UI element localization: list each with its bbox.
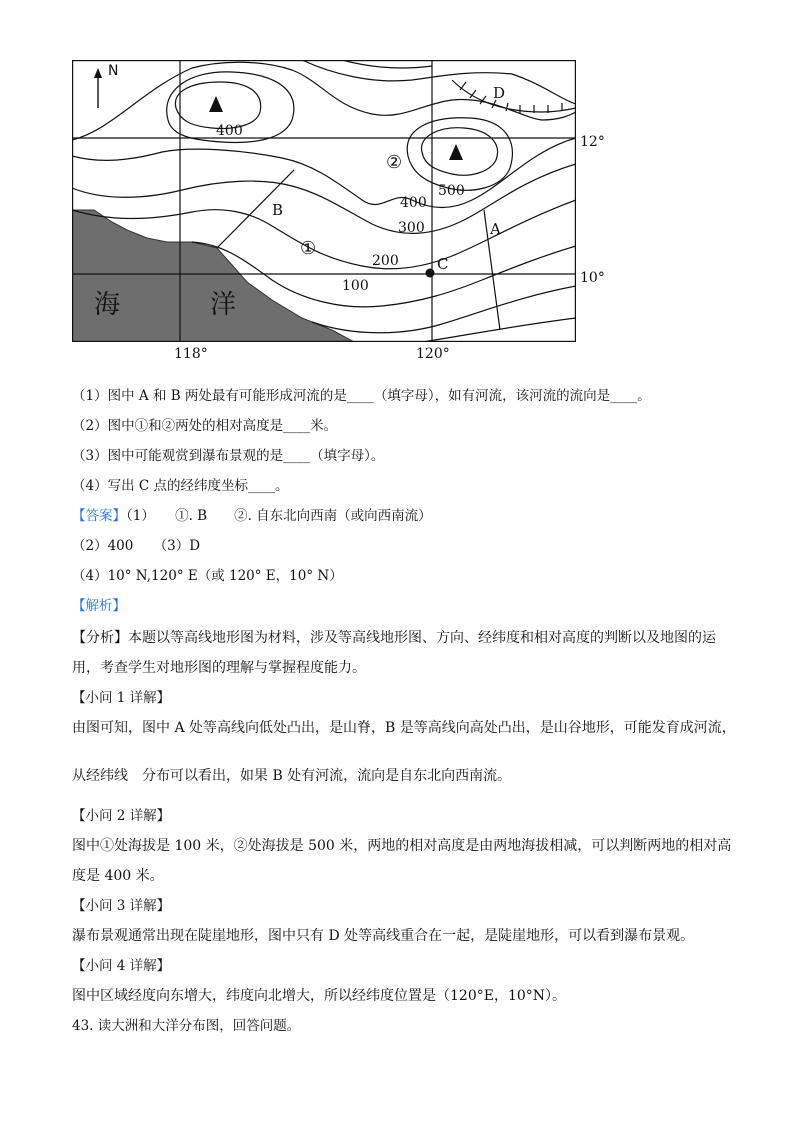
contour-hill2-inner <box>422 128 498 175</box>
sea-area <box>72 210 354 342</box>
answer-tag: 【答案】 <box>72 508 126 524</box>
sea-label-1: 海 <box>94 290 121 320</box>
question-2: （2）图中①和②两处的相对高度是____米。 <box>72 418 338 434</box>
q1-line-2: 从经纬线 分布可以看出，如果 B 处有河流，流向是自东北向西南流。 <box>72 768 512 784</box>
sea-label-2: 洋 <box>210 290 237 320</box>
answer-line-2: （2）400 （3）D <box>72 538 201 554</box>
contour-top1 <box>302 60 512 81</box>
analysis-line-1: 【分析】本题以等高线地形图为材料，涉及等高线地形图、方向、经纬度和相对高度的判断以及地图的运 <box>72 630 716 646</box>
contour-top3 <box>512 74 576 104</box>
point-label-c: C <box>437 255 449 273</box>
north-label: N <box>108 63 119 79</box>
north-arrowhead-icon <box>94 68 102 78</box>
q1-heading: 【小问 1 详解】 <box>72 690 171 706</box>
answer-line-3: （4）10° N,120° E（或 120° E，10° N） <box>72 568 343 584</box>
contour-label-200: 200 <box>372 253 399 269</box>
lon-label-118: 118° <box>174 346 208 362</box>
lat-label-12: 12° <box>580 134 605 150</box>
q4-line-1: 图中区域经度向东增大，纬度向北增大，所以经纬度位置是（120°E，10°N）。 <box>72 988 567 1004</box>
peak-2-icon <box>449 144 463 160</box>
contour-label-400-hill1: 400 <box>216 123 243 139</box>
answer-text-1: （1） ①. B ②. 自东北向西南（或向西南流） <box>126 508 432 524</box>
point-label-b: B <box>272 201 284 219</box>
question-4: （4）写出 C 点的经纬度坐标____。 <box>72 478 289 494</box>
lon-label-120: 120° <box>416 346 450 362</box>
answer-line-1 <box>72 506 432 526</box>
contour-400b <box>72 138 576 208</box>
point-label-d: D <box>493 84 506 102</box>
q4-heading: 【小问 4 详解】 <box>72 958 171 974</box>
point-label-a: A <box>490 220 501 238</box>
point-label-1: ① <box>300 238 317 259</box>
cliff-d-hachures <box>452 80 576 113</box>
contour-label-500: 500 <box>438 183 465 199</box>
point-c-dot <box>426 269 435 278</box>
peak-1-icon <box>209 96 223 112</box>
q2-line-2: 度是 400 米。 <box>72 868 164 884</box>
contour-map <box>72 60 576 342</box>
analysis-tag: 【解析】 <box>72 598 126 614</box>
q3-line-1: 瀑布景观通常出现在陡崖地形，图中只有 D 处等高线重合在一起，是陡崖地形，可以看到瀑布景观。 <box>72 928 695 944</box>
point-label-2: ② <box>386 152 403 173</box>
contour-map-svg <box>72 60 576 342</box>
question-3: （3）图中可能观赏到瀑布景观的是____（填字母）。 <box>72 448 385 464</box>
q1-line-1: 由图可知，图中 A 处等高线向低处凸出，是山脊，B 是等高线向高处凸出，是山谷地形，可能发育成河流， <box>72 720 736 736</box>
contour-label-400: 400 <box>400 195 427 211</box>
contour-label-100: 100 <box>342 278 369 294</box>
q2-line-1: 图中①处海拔是 100 米，②处海拔是 500 米，两地的相对高度是由两地海拔相减，可以判断两地的相对高 <box>72 838 732 854</box>
q3-heading: 【小问 3 详解】 <box>72 898 171 914</box>
analysis-line-2: 用，考查学生对地形图的理解与掌握程度能力。 <box>72 660 366 676</box>
next-question: 43. 读大洲和大洋分布图，回答问题。 <box>72 1018 301 1034</box>
question-1: （1）图中 A 和 B 两处最有可能形成河流的是____（填字母），如有河流，该河流的流向是____。 <box>72 388 651 404</box>
q2-heading: 【小问 2 详解】 <box>72 808 171 824</box>
lat-label-10: 10° <box>580 270 605 286</box>
contour-label-300: 300 <box>398 220 425 236</box>
